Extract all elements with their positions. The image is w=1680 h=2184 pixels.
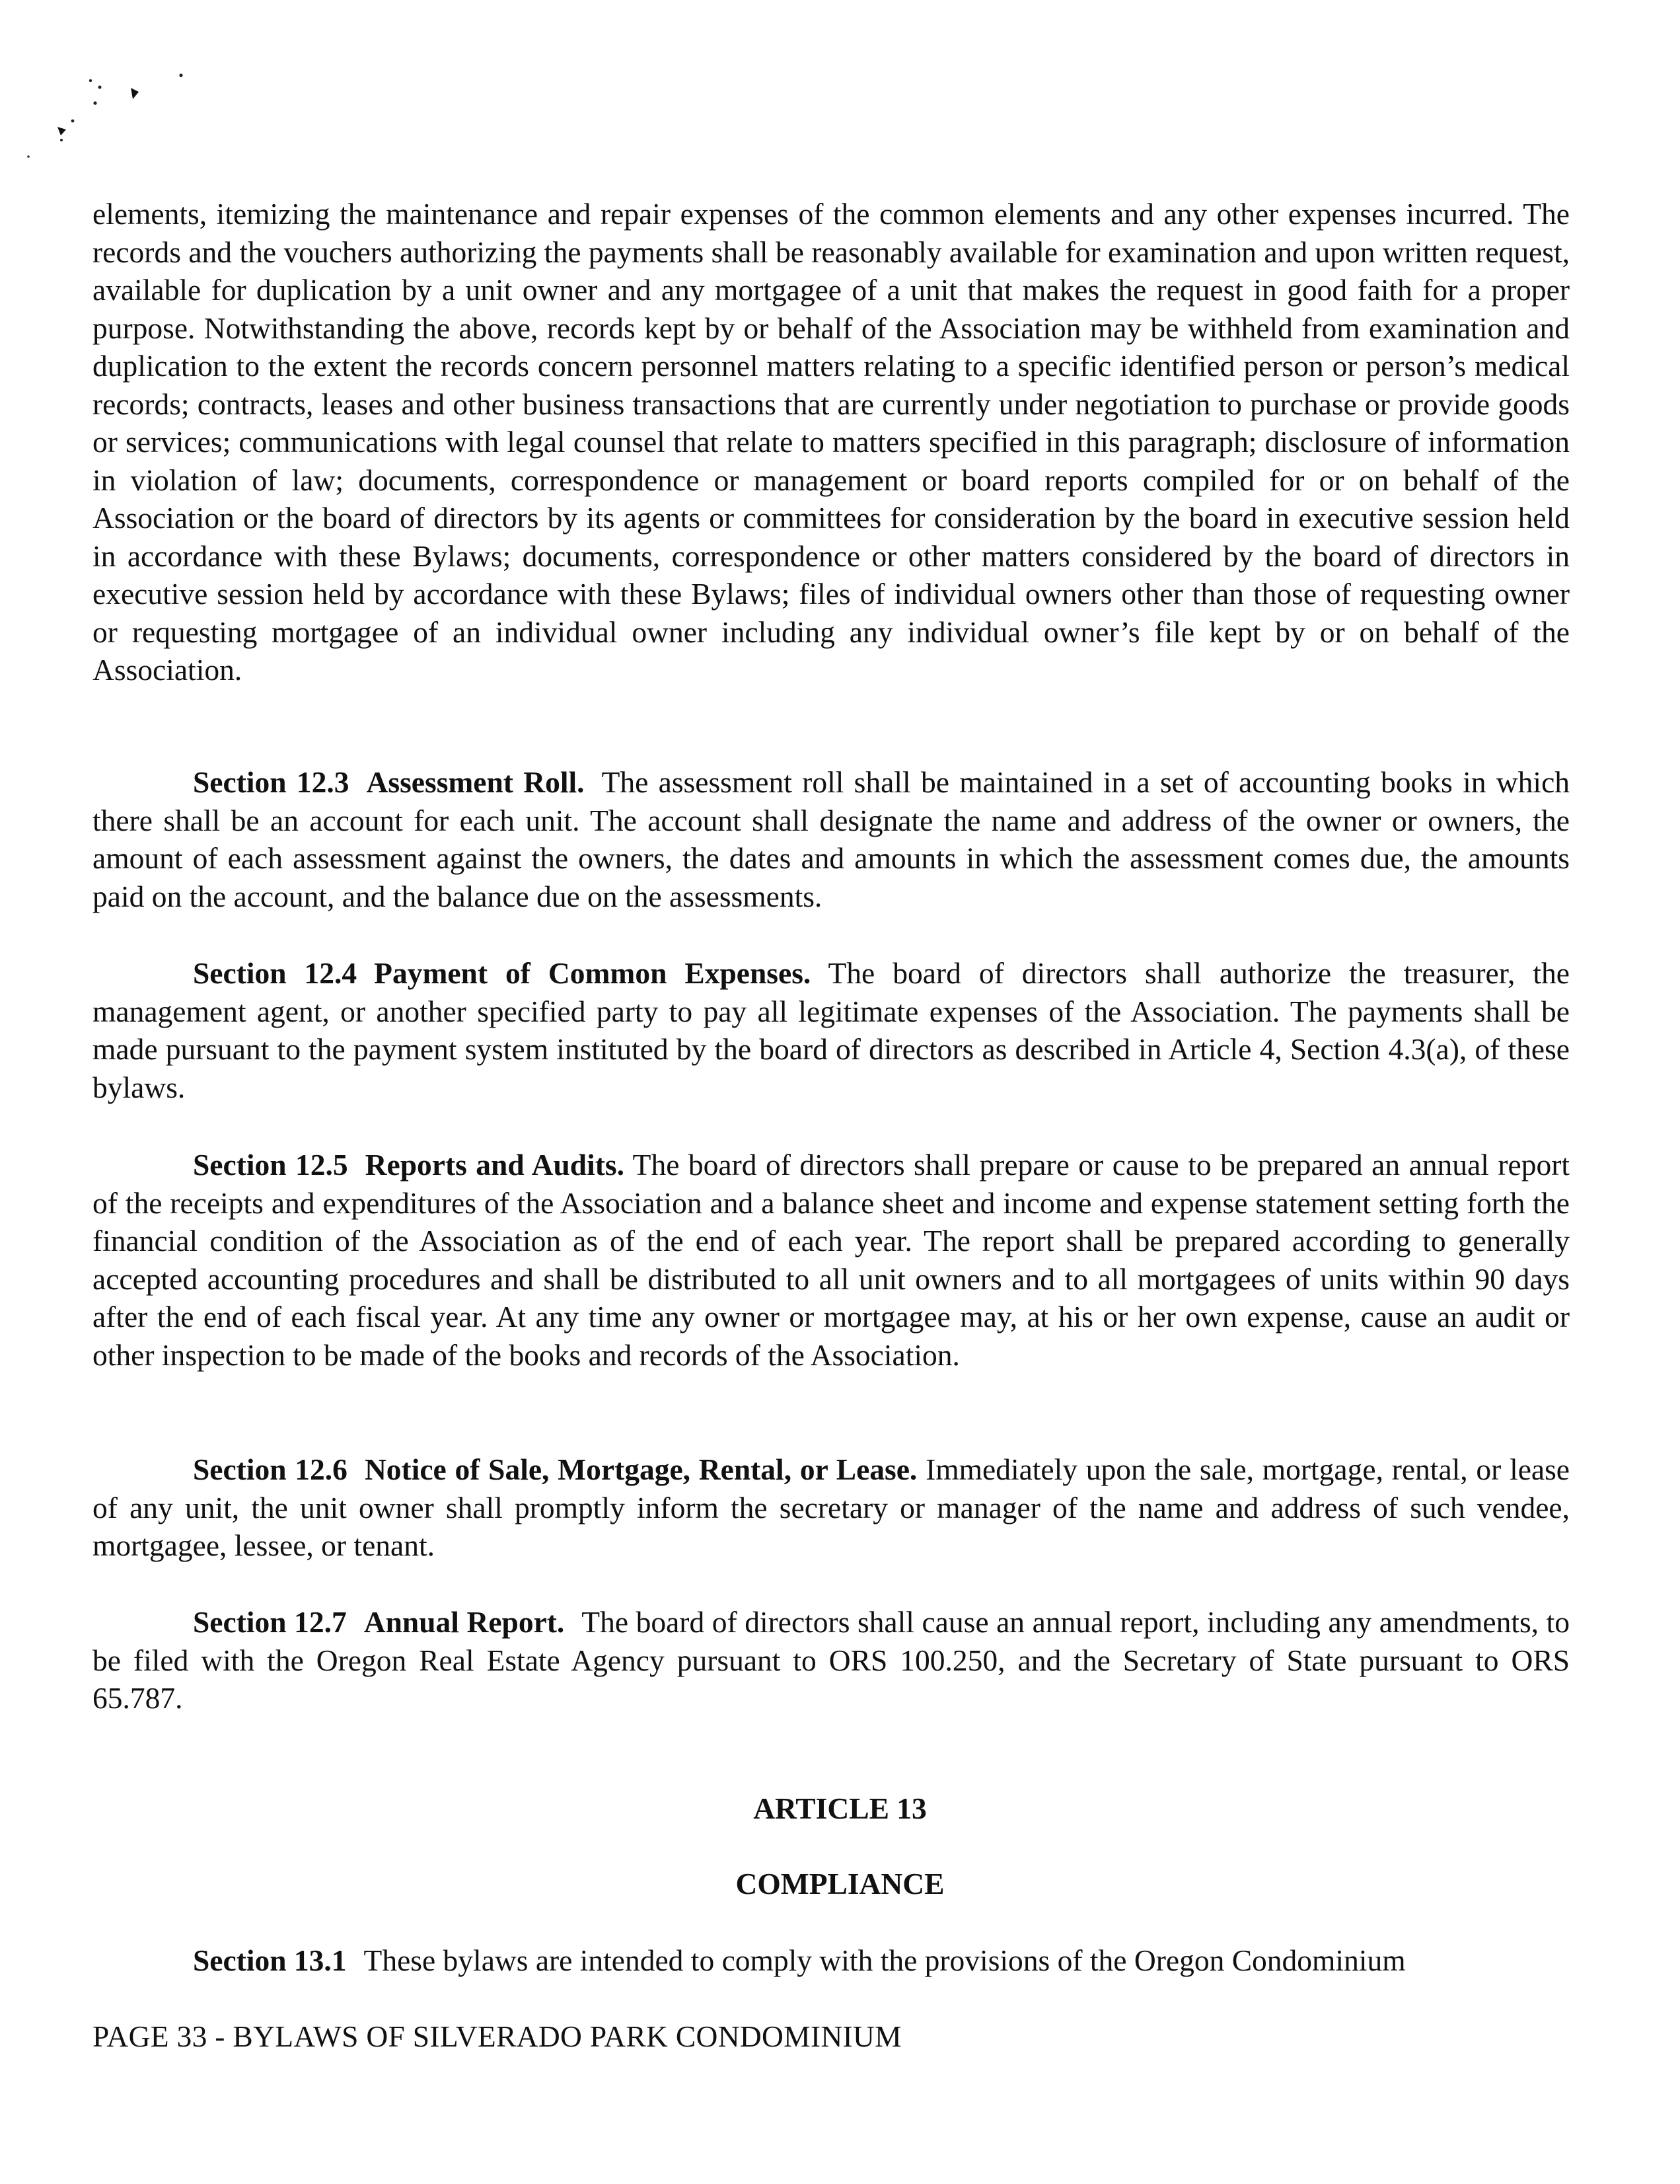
section-heading: Annual Report. — [363, 1605, 565, 1639]
section-number: Section 13.1 — [193, 1943, 347, 1977]
section-number: Section 12.3 — [193, 765, 349, 799]
speck — [131, 88, 139, 99]
section-heading: Notice of Sale, Mortgage, Rental, or Lease. — [364, 1452, 918, 1486]
section-heading: Assessment Roll. — [366, 765, 585, 799]
page-footer: PAGE 33 - BYLAWS OF SILVERADO PARK CONDOMINIUM — [92, 2019, 902, 2053]
speck — [89, 79, 92, 82]
section-body: The assessment roll shall be maintained in a set of accounting books in which there shall be an account for each unit. The account shall designate the name and address of the owner or owners, the amount of each assessment against the owners, the dates and amounts in which the assessment comes due, the amounts paid on the account, and the balance due on the assessments. — [92, 765, 1570, 913]
speck — [60, 139, 63, 141]
section-number: Section 12.5 — [193, 1148, 348, 1182]
speck — [93, 101, 96, 104]
speck — [98, 86, 102, 89]
scan-specks — [13, 13, 211, 165]
section-number: Section 12.4 — [193, 956, 357, 990]
section-13-1 — [92, 1941, 1570, 1980]
section-12-7 — [92, 1603, 1570, 1717]
speck — [57, 127, 66, 135]
section-12-6 — [92, 1450, 1570, 1565]
speck — [179, 73, 182, 77]
section-body: The board of directors shall cause an annual report, including any amendments, to be filed with the Oregon Real Estate Agency pursuant to ORS 100.250, and the Secretary of State pursuant to ORS 65.787. — [92, 1605, 1570, 1715]
section-heading: Payment of Common Expenses. — [374, 956, 811, 990]
speck — [27, 155, 30, 158]
section-body: The board of directors shall authorize the treasurer, the management agent, or another specified party to pay all legitimate expenses of the Association. The payments shall be made pursuant to the payment system instituted by the board of directors as described in Article 4, Section 4.3(a), of these bylaws. — [92, 956, 1570, 1104]
speck — [71, 120, 75, 123]
section-body: These bylaws are intended to comply with the provisions of the Oregon Condominium — [363, 1943, 1406, 1977]
section-12-5 — [92, 1146, 1570, 1374]
article-title: ARTICLE 13 — [753, 1791, 927, 1825]
section-body: Immediately upon the sale, mortgage, rental, or lease of any unit, the unit owner shall promptly inform the secretary or manager of the name and address of such vendee, mortgagee, lessee, or tenant. — [92, 1452, 1570, 1562]
section-heading: Reports and Audits. — [365, 1148, 624, 1182]
section-body: The board of directors shall prepare or cause to be prepared an annual report of the receipts and expenditures of the Association and a balance sheet and income and expense statement setting forth the financial condition of the Association as of the end of each year. The report shall be prepared according to generally accepted accounting procedures and shall be distributed to all unit owners and to all mortgagees of units within 90 days after the end of each fiscal year. At any time any owner or mortgagee may, at his or her own expense, cause an audit or other inspection to be made of the books and records of the Association. — [92, 1148, 1570, 1372]
section-number: Section 12.6 — [193, 1452, 347, 1486]
article-subtitle: COMPLIANCE — [735, 1867, 945, 1901]
section-number: Section 12.7 — [193, 1605, 347, 1639]
section-12-3 — [92, 763, 1570, 915]
continued-paragraph — [92, 195, 1570, 689]
section-12-4 — [92, 954, 1570, 1106]
continued-paragraph-text: elements, itemizing the maintenance and repair expenses of the common elements and any other expenses incurred. The records and the vouchers authorizing the payments shall be reasonably available for examination and upon written request, available for duplication by a unit owner and any mortgagee of a unit that makes the request in good faith for a proper purpose. Notwithstanding the above, records kept by or behalf of the Association may be withheld from examination and duplication to the extent the records concern personnel matters relating to a specific identified person or person’s medical records; contracts, leases and other business transactions that are currently under negotiation to purchase or provide goods or services; communications with legal counsel that relate to matters specified in this paragraph; disclosure of information in violation of law; documents, correspondence or management or board reports compiled for or on behalf of the Association or the board of directors by its agents or committees for consideration by the board in executive session held in accordance with these Bylaws; documents, correspondence or other matters considered by the board of directors in executive session held by accordance with these Bylaws; files of individual owners other than those of requesting owner or requesting mortgagee of an individual owner including any individual owner’s file kept by or on behalf of the Association. — [92, 197, 1570, 687]
